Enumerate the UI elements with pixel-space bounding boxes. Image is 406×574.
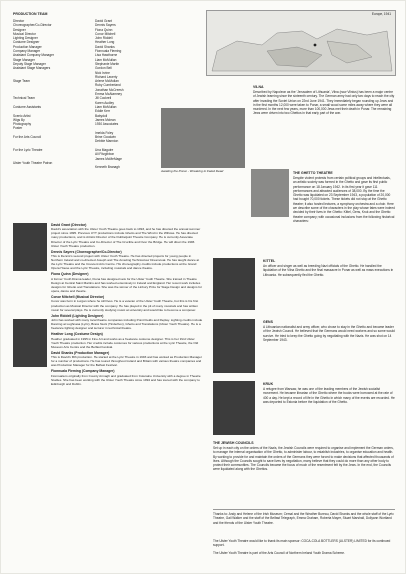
- production-name: Kenneth Branagh: [95, 165, 120, 170]
- map-caption: Europe, 1941: [371, 12, 391, 16]
- production-name: James McMeMage: [95, 156, 122, 161]
- production-role: Director: [13, 19, 25, 23]
- production-name: Fiona Quinn: [95, 27, 113, 32]
- vilna-body: Described by Napoleon as the 'Jerusalem of Lithuania', Vilna (now Vilnius) has been a major centre of Jewish learning since the sixteenth century. The German army had only two days to reach the city after invading the Soviet Union on 22nd June 1941. They immediately began rounding up Jews and in the first months 12,000 were taken to Ponar, a small wood some miles away where they were all murdered. In the next few years, more than 100,000 Jews met their death in Ponar. The remaining Jews were driven into two Ghettos in that early part of the war.: [253, 90, 396, 116]
- production-role: Photography: [13, 122, 32, 127]
- bio-name: Fiona Quinn (Designer): [51, 272, 89, 277]
- bios-list: [51, 223, 203, 388]
- bio-entry: [51, 295, 203, 312]
- production-role: For the Lyric Theatre: [13, 147, 43, 152]
- production-role: Costume Designer: [13, 40, 40, 45]
- production-name: Dennis Sayers: [95, 23, 116, 28]
- production-roles: [13, 19, 93, 165]
- kruk-name: KRUK: [263, 382, 274, 386]
- bio-name: David Shanks (Production Manager): [51, 350, 110, 355]
- production-role: Designer: [13, 27, 26, 32]
- production-names: [95, 19, 157, 169]
- production-name: Babydoll: [95, 113, 108, 118]
- production-name: Lisa Hawthorne: [95, 53, 118, 58]
- production-role: Stage Manager: [13, 57, 35, 62]
- bio-name: Fionnuala Fleming (Company Manager): [51, 369, 115, 374]
- kruk-body: A refugee from Warsaw, he was one of the leading members of the Jewish socialist movement. He became librarian of the Ghetto where the books were borrowed at the rate of 400 a day. He kept a record of life in the Ghetto in which many of the events are recorded. He was deported to Estonia before the liquidation of the Ghetto.: [263, 387, 396, 404]
- bio-entry: [51, 250, 203, 271]
- production-name: Jonathan McCreesh: [95, 87, 124, 92]
- production-role: Deputy Stage Manager: [13, 61, 46, 66]
- bio-name: Conor Mitchell (Musical Director): [51, 295, 105, 300]
- production-role: Wigs By: [13, 117, 25, 122]
- bio-body: David's association with the Ulster Youth Theatre goes back to 1993, and he has directed the annual summer project since 1995. Previous UYT productions include Ghetto and The Wind in the Willows. He has directed many productions, and is Artistic Director of the Dubbeljoint Theatre Company. He is currently Associate Director of the Lyric Theatre and Co-Director of The Crucible and Over the Bridge. He will direct the 1996 Ulster Youth Theatre production.: [51, 227, 201, 248]
- bio-name: Heather Long (Costume Design): [51, 332, 103, 337]
- production-name: Ali Fitzgibbon: [95, 152, 115, 157]
- bio-body: Fionnuala is originally from County Armagh and graduated from Coleraine University with a degree in Theatre Studies. She has been working with the Ulster Youth Theatre since 1994 and has toured with the company to Edinburgh and Dublin.: [51, 373, 201, 386]
- gens-portrait: [213, 319, 255, 373]
- production-name: Fionnuala Fleming: [95, 49, 122, 54]
- kittel-body: An officer and singer as well as breeding Nazi officials of the Ghetto. He handled the liquidation of the Vilna Ghetto and the final massacre in Ponar as well as mass executions in Lithuania. He subsequently fled the Ghetto.: [263, 264, 395, 277]
- thanks-body: Thanks to: Andy and Helene of the Irish Museum; Cemal and the Weather Bureau, David Shanks and the whole staff of the Lyric Theatre, Gail Walker and the staff of the Belfast Telegraph, Emma Graham, Roberta Mayer, Stuart Marshall, Dollyann Wortland and the friends of the Ulster Youth Theatre.: [213, 512, 395, 525]
- production-name: Nick Irvine: [95, 70, 110, 75]
- production-role: Stage Team: [13, 79, 30, 84]
- production-name: David Shanks: [95, 44, 115, 49]
- production-name: Jill Cockrell: [95, 96, 112, 101]
- gens-name: GENS: [263, 320, 273, 324]
- bio-entry: [51, 332, 203, 349]
- production-name: Ruby Cumberland: [95, 83, 121, 88]
- bio-name: Dennis Sayers (Choreographer/Co-Director): [51, 249, 122, 254]
- production-name: Liam McMullan: [95, 57, 117, 62]
- production-name: Imelda Foley: [95, 130, 114, 135]
- bio-entry: [51, 351, 203, 368]
- production-role: Assistant Company Manager: [13, 53, 54, 58]
- production-name: Eddie Kerr: [95, 109, 111, 114]
- bio-body: This is Dennis's second project with Ulster Youth Theatre. He has directed projects for young people in Northern Ireland and co-directed Joseph and The Amazing Technicolour Dreamcoat. He has taught dance at the Lyric Theatre and the Crescent Arts Centre. His choreography credits include productions at the Grand Opera House and the Lyric Theatre, including musicals and dance theatre.: [51, 254, 200, 271]
- production-name: Karen Audley: [95, 100, 114, 105]
- production-name: James Mclean: [95, 117, 116, 122]
- footer-note: The Ulster Youth Theatre is part of the Arts Council of Northern Ireland Youth Drama Scheme.: [213, 551, 345, 555]
- ghetto-theatre-photo: [251, 169, 289, 217]
- production-role: For the Arts Council: [13, 135, 41, 140]
- bio-body: Conor was born in Lurgan where he still lives. He is a veteran of the Ulster Youth Theatre, but this is his first production as Musical Director with the company. He has played in the pit of many musicals and has written music for several plays. He is currently studying music at university and would like to become a composer.: [51, 299, 199, 312]
- gens-body: A Lithuanian nationalist and army officer, who chose to stay in the Ghetto and became leader of the Jewish Council. He believed that the Germans would need workers and so some would survive. He tried to keep the Ghetto going by negotiating with the Nazis. He was shot on 14 September 1943.: [263, 325, 396, 342]
- production-role: Costume Assistants: [13, 104, 41, 109]
- musical-director-portrait: [13, 319, 47, 367]
- production-role: Assistant Stage Managers: [13, 66, 51, 71]
- bio-entry: [51, 223, 203, 248]
- divider: [213, 509, 395, 510]
- bio-entry: [51, 272, 203, 293]
- production-name: Una Maguire: [95, 147, 114, 152]
- kittel-name: KITTEL: [263, 259, 276, 263]
- production-name: Richard Laverty: [95, 74, 118, 79]
- jewish-councils-body: Set up in each city on the orders of the Nazis, the Jewish Councils were required to organise and implement the German orders, to manage the internal organisation of the Ghetto, to administer labour, to establish industries, to organise education and health. By working to provide for and maintain the orders of the Germans they were forced to make decisions that affected thousands of lives. Although the Councils sought to save lives by negotiation, many believe that they could do more than any other body to protect their communities. The Councils became the focus of much of the resentment felt by the Jews. In the end, the Councils were liquidated along with the Ghettos.: [213, 446, 395, 472]
- ponar-photo: [161, 108, 245, 168]
- production-name: Arlene McMullan: [95, 79, 119, 84]
- production-name: 1930 Associates: [95, 122, 119, 127]
- ghetto-theatre-title: THE GHETTO THEATRE: [293, 171, 333, 175]
- production-name: Brine Goodwin: [95, 135, 116, 140]
- sponsor-note: The Ulster Youth Theatre would like to thank its main sponsor: COCA-COLA BOTTLERS (ULSTER) LIMITED for its continued support.: [213, 539, 392, 548]
- europe-map: [206, 10, 396, 76]
- production-name: Emma McAtamney: [95, 92, 122, 97]
- bio-name: David Grant (Director): [51, 223, 87, 227]
- bio-body: This is David's fifth production. He started at the Lyric Theatre in 1993 and has worked as Production Manager for a number of productions. He has toured throughout Ireland and Britain with various theatre companies and was Production Manager for the Belfast Festival.: [51, 355, 202, 368]
- bio-name: John Riddell (Lighting Designer): [51, 313, 104, 318]
- production-role: Technical Team: [13, 96, 35, 101]
- bio-entry: [51, 314, 203, 331]
- director-portrait: [13, 223, 47, 271]
- kruk-portrait: [213, 381, 255, 435]
- production-name: Gordon Bell: [95, 66, 112, 71]
- bio-body: A former Youth Drama leader, Fiona has designed sets for the Ulster Youth Theatre. She trained in Theatre Design at Central Saint Martins and has worked extensively in Ireland and England. Her recent work includes designs for Ghetto and Translations. She was the winner of the Linbury Prize for Stage Design and designs for opera, dance and theatre.: [51, 276, 202, 294]
- production-team-heading: PRODUCTION TEAM: [13, 12, 48, 16]
- bio-body: John has worked with many local theatre companies including Point Fields and Replay. Lighting credits include Dancing at Lughnasa (Lyric), Brass Neck (Tinderbox), Ghetto and Translations (Ulster Youth Theatre). He is a freelance lighting designer and lecturer in technical theatre.: [51, 317, 203, 331]
- bio-entry: [51, 369, 203, 386]
- production-name: Heather Long: [95, 40, 115, 45]
- production-name: David Grant: [95, 19, 113, 23]
- production-role: Lighting Designer: [13, 36, 38, 41]
- production-name: Conor Mitchell: [95, 31, 116, 36]
- production-role: Musical Director: [13, 31, 36, 36]
- production-name: Debbie Mannion: [95, 139, 119, 144]
- production-role: Ulster Youth Theatre Patron: [13, 160, 53, 165]
- vilna-title: VILNA: [253, 85, 264, 89]
- production-role: Scenic Artist: [13, 113, 31, 118]
- jewish-councils-title: THE JEWISH COUNCILS: [213, 441, 254, 445]
- production-role: Poster: [13, 126, 23, 131]
- production-name: Liam McMullan: [95, 104, 117, 109]
- bio-body: Heather graduated in 1995 in Fine Art and works as a freelance costume designer. This is her third Ulster Youth Theatre production. Her credits include costumes for various productions at the Lyric Theatre, the Old Museum Arts Centre and the Belfast Festival.: [51, 336, 199, 349]
- ghetto-theatre-body: Despite violent protests from certain political groups and intellectuals, an artistic society was formed in the Ghetto and gave its first public performance on 18 January 1942. In its first year it gave 111 performances and attracted audiences of 38,000. By the time the Ghetto was liquidated on 23 September 1943, a population of 20,000 had bought 70,000 tickets. These tickets did not stop at the Ghetto theatre; it also hosted lectures, a symphony orchestra and a choir. Here we describe some of the characters in the play whose fates were indeed decided by their lives in the Ghetto: Kittel, Gens, Kruk and the Ghetto theatre company; with occasional inclusions from the following historical characters:: [293, 176, 396, 223]
- map-outline-icon: [207, 11, 395, 75]
- production-role: Choreographer/Co-Director: [13, 23, 52, 28]
- production-role: Company Manager: [13, 49, 41, 54]
- production-role: Production Manager: [13, 44, 42, 49]
- kittel-portrait: [213, 258, 255, 310]
- production-name: Stephanie Martin: [95, 61, 120, 66]
- production-name: John Riddell: [95, 36, 113, 41]
- photo-caption: Awaiting the Ponar - Wreaking to Fated Dead: [161, 169, 224, 173]
